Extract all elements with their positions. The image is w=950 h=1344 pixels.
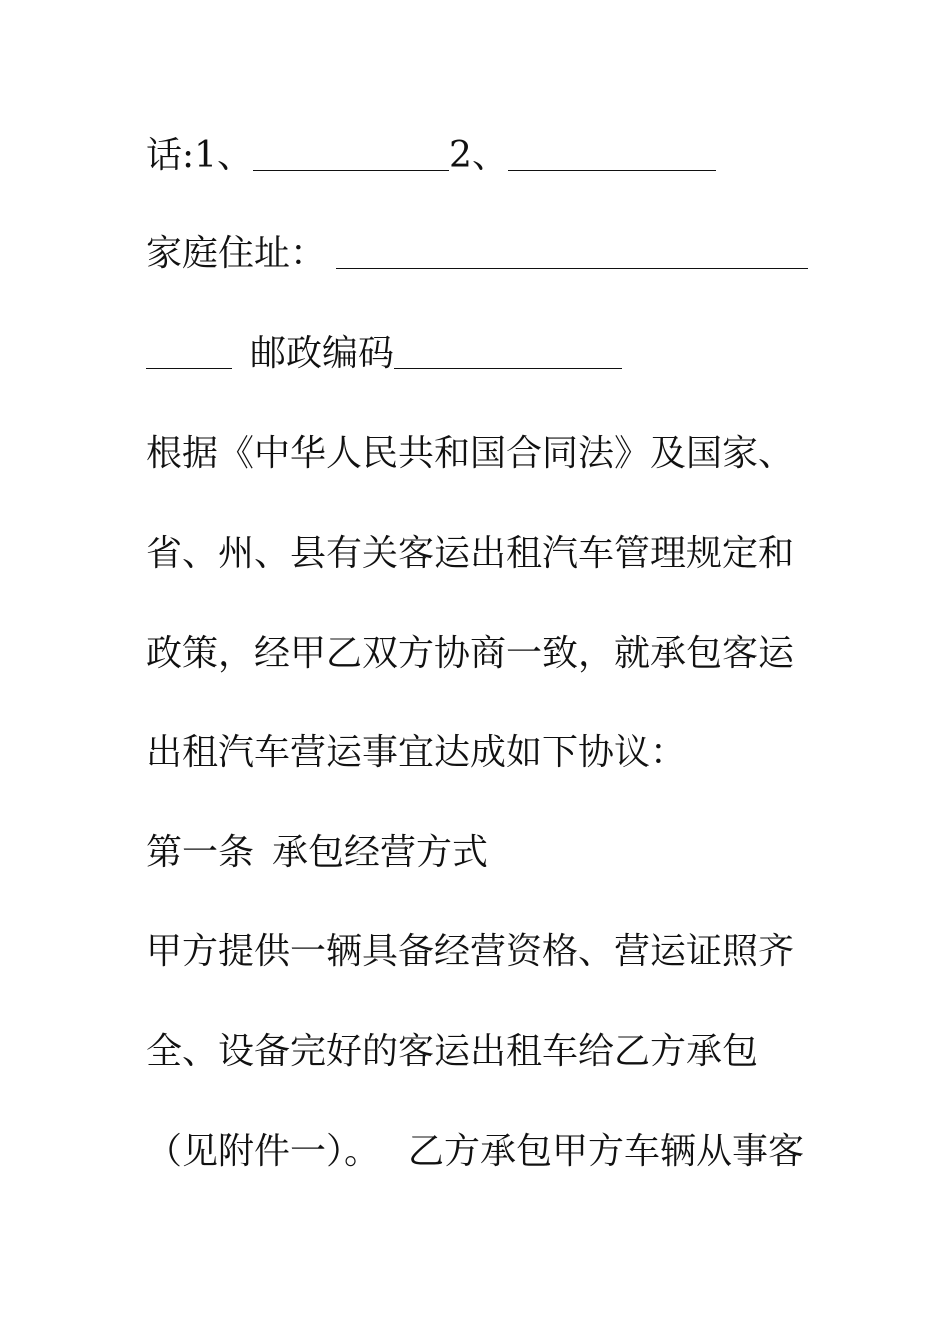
- body-line: 全、设备完好的客运出租车给乙方承包: [146, 1031, 759, 1072]
- attachment-reference: （见附件一）。: [146, 1131, 381, 1172]
- phone-2-label: 2、: [449, 135, 508, 176]
- article-title: 承包经营方式: [272, 832, 489, 873]
- body-line: 政策，经甲乙双方协商一致，就承包客运: [146, 633, 795, 674]
- address-line: [146, 232, 808, 276]
- body-line: [146, 1130, 804, 1174]
- body-line: 甲方提供一辆具备经营资格、营运证照齐: [146, 931, 795, 972]
- address-blank[interactable]: [336, 238, 808, 269]
- postal-line: [146, 332, 622, 376]
- body-line: 省、州、县有关客运出租汽车管理规定和: [146, 533, 795, 574]
- postal-label: 邮政编码: [250, 333, 395, 374]
- article-number: 第一条: [146, 832, 255, 873]
- body-line: 根据《中华人民共和国合同法》及国家、: [146, 433, 795, 474]
- body-line: 出租汽车营运事宜达成如下协议：: [146, 732, 687, 773]
- phone-label: 话:1、: [146, 135, 254, 176]
- address-blank-continued[interactable]: [146, 338, 232, 369]
- postal-blank[interactable]: [394, 338, 622, 369]
- article-heading: [146, 831, 488, 875]
- phone-line: [146, 134, 716, 178]
- phone-1-blank[interactable]: [253, 140, 449, 171]
- address-label: 家庭住址：: [146, 233, 327, 274]
- body-text: 乙方承包甲方车辆从事客: [408, 1131, 805, 1172]
- phone-2-blank[interactable]: [508, 140, 716, 171]
